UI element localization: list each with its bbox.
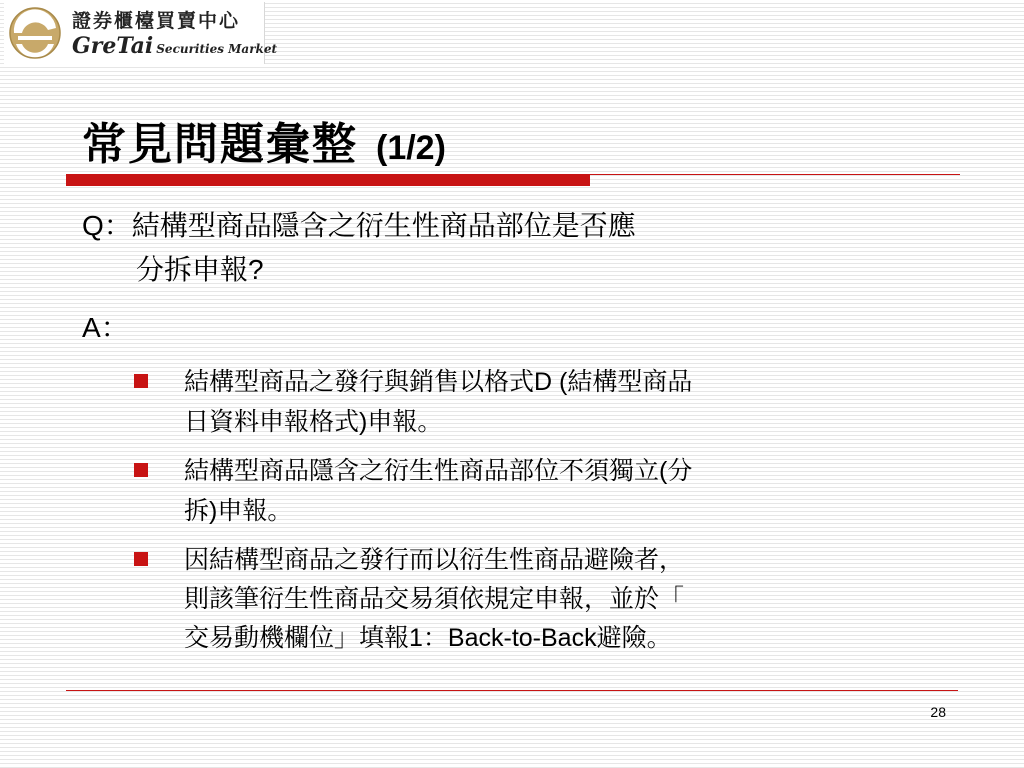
bullet-1-text-f: 申報。 [367, 407, 443, 436]
list-item [134, 362, 954, 442]
question-line-1 [82, 204, 942, 248]
logo [4, 2, 278, 64]
question-text-1: 結構型商品隱含之衍生性商品部位是否應 [131, 209, 636, 242]
page-number: 28 [930, 704, 946, 720]
bullet-1-line-1 [184, 362, 954, 402]
question-prefix: Q [82, 210, 104, 241]
bullet-3-text-c: 避險。 [596, 623, 672, 652]
logo-org-name-cn: 證券櫃檯買賣中心 [72, 10, 241, 32]
bullet-2-line-1 [184, 451, 954, 491]
bullet-3-text-a: 交易動機欄位」填報 [184, 623, 410, 652]
list-item [134, 451, 954, 531]
title-underline-rule [590, 174, 960, 175]
bullet-1-text-d: 日資料申報格式 [184, 407, 360, 436]
bullet-square-icon [134, 552, 148, 566]
bullet-1-text-a: 結構型商品之發行與銷售以格式 [184, 367, 535, 396]
bullet-1-text-c: 結構型商品 [567, 367, 693, 396]
logo-en-sub: Securities Market [156, 42, 278, 56]
page-title-text: 常見問題彙整 [82, 119, 358, 170]
bullet-3-text-b: 1：Back-to-Back [409, 624, 597, 652]
footer-rule [66, 690, 958, 691]
page-title [82, 108, 446, 172]
logo-org-name-en [72, 33, 277, 59]
bullet-square-icon [134, 374, 148, 388]
bullet-2-text-c: 分 [667, 456, 693, 485]
bullet-2-text-b: ( [659, 457, 668, 485]
list-item [134, 540, 954, 658]
question-mark: ? [248, 254, 264, 285]
title-underline-bar [66, 174, 590, 186]
answer-prefix: A [82, 312, 101, 343]
bullet-2-text-e: ) [209, 497, 218, 525]
question-line-2 [82, 248, 942, 292]
bullet-1-text-b: D ( [534, 368, 568, 396]
logo-en-main: GreTai [72, 33, 154, 59]
bullet-3-line-1: 因結構型商品之發行而以衍生性商品避險者， [184, 545, 685, 574]
question-colon: ： [103, 209, 132, 242]
question-text-2: 分拆申報 [136, 253, 249, 286]
page-indicator: (1/2) [376, 129, 446, 167]
answer-label [82, 306, 129, 350]
bullet-2-text-f: 申報。 [217, 496, 293, 525]
bullet-2-line-2 [184, 491, 954, 531]
bullet-2-text-a: 結構型商品隱含之衍生性商品部位不須獨立 [184, 456, 660, 485]
gretai-emblem-icon [8, 6, 62, 60]
question-block [82, 204, 942, 292]
bullet-1-line-2 [184, 402, 954, 442]
bullet-2-text-d: 拆 [184, 496, 210, 525]
answer-colon: ： [100, 311, 129, 344]
bullet-square-icon [134, 463, 148, 477]
answer-bullet-list [134, 362, 954, 667]
bullet-3-line-2: 則該筆衍生性商品交易須依規定申報，並於「 [184, 584, 685, 613]
bullet-3-line-3 [184, 618, 954, 658]
bullet-1-text-e: ) [359, 408, 368, 436]
